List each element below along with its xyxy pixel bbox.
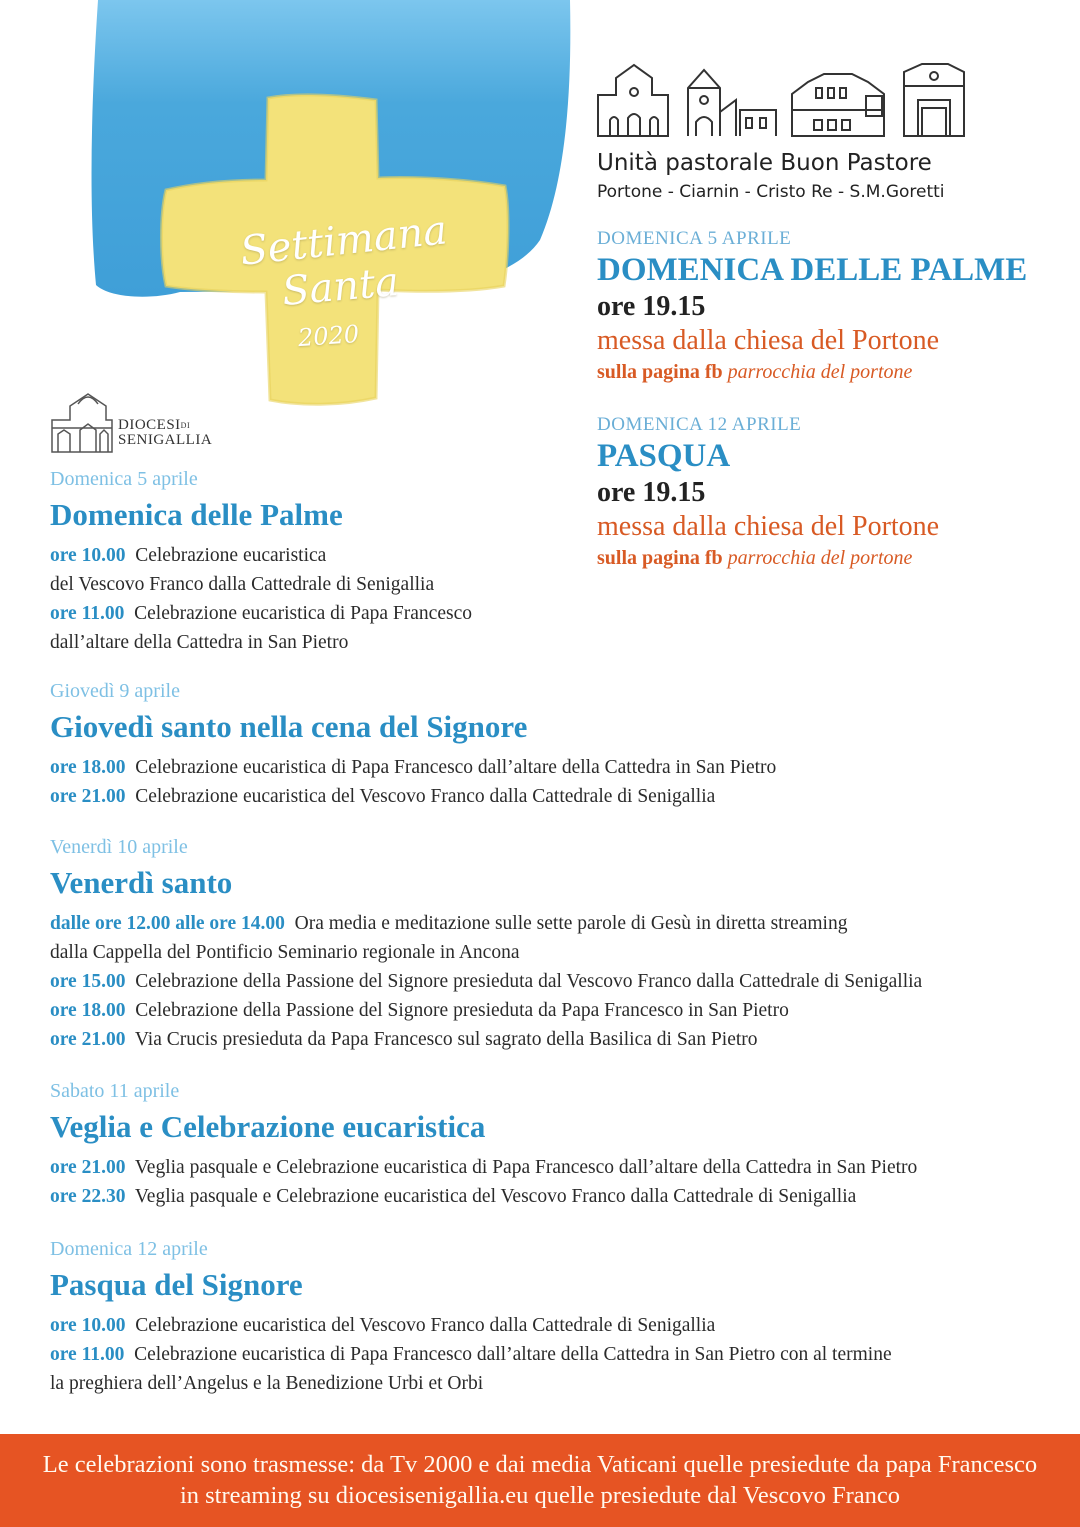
section-title: Veglia e Celebrazione eucaristica [50,1109,486,1144]
section-palme [50,468,1050,657]
section-giovedi [50,680,1050,811]
event-time: ore 21.00 [50,1029,126,1050]
hero-artwork [0,0,580,420]
event-text-cont: del Vescovo Franco dalla Cattedrale di Senigallia [50,574,435,595]
right-fb-info [597,361,1027,384]
section-title: Domenica delle Palme [50,497,343,532]
section-day: Sabato 11 aprile [50,1080,180,1102]
right-mass-info: messa dalla chiesa del Portone [597,511,940,542]
fb-prefix: sulla pagina fb [597,361,723,383]
event-text-cont: dall’altare della Cattedra in San Pietro [50,632,349,653]
event-time: ore 15.00 [50,971,126,992]
event-time: ore 10.00 [50,545,126,566]
event-text: Celebrazione della Passione del Signore presieduta dal Vescovo Franco dalla Cattedrale di Senigallia [135,971,923,992]
event-text: Celebrazione eucaristica di Papa Francesco dall’altare della Cattedra in San Pietro [135,757,777,778]
fb-page: parrocchia del portone [727,547,913,569]
event-row [50,1182,1050,1211]
event-row [50,541,1050,599]
event-text: Ora media e meditazione sulle sette parole di Gesù in diretta streaming [294,913,848,934]
section-day: Domenica 5 aprile [50,468,198,490]
event-row [50,967,1050,996]
broadcast-footer [0,1434,1080,1527]
diocese-name [118,418,212,448]
section-sabato [50,1080,1050,1211]
event-time: ore 11.00 [50,603,125,624]
event-row [50,909,1050,967]
right-time: ore 19.15 [597,291,706,322]
fb-page: parrocchia del portone [727,361,913,383]
event-row [50,599,1050,657]
section-day: Domenica 12 aprile [50,1238,208,1260]
event-text-cont: la preghiera dell’Angelus e la Benedizione Urbi et Orbi [50,1373,484,1394]
event-text: Celebrazione eucaristica del Vescovo Franco dalla Cattedrale di Senigallia [135,1315,716,1336]
right-date: DOMENICA 5 APRILE [597,228,792,249]
right-block-palme [597,228,1027,384]
event-time: ore 10.00 [50,1315,126,1336]
event-text: Via Crucis presieduta da Papa Francesco sul sagrato della Basilica di San Pietro [134,1029,758,1050]
event-time: ore 21.00 [50,1157,126,1178]
section-title: Venerdì santo [50,865,233,900]
footer-line2: in streaming su diocesisenigallia.eu quelle presiedute dal Vescovo Franco [179,1482,901,1509]
section-venerdi [50,836,1050,1054]
right-feast-name: DOMENICA DELLE PALME [597,252,1028,288]
right-time: ore 19.15 [597,477,706,508]
right-feast-name: PASQUA [597,438,731,474]
section-title: Giovedì santo nella cena del Signore [50,709,528,744]
event-time: dalle ore 12.00 alle ore 14.00 [50,913,285,934]
churches-logo [596,60,968,140]
hero-title-line2: Santa [280,258,401,316]
hero-title-line1: Settimana [238,207,450,275]
section-title: Pasqua del Signore [50,1267,303,1302]
unita-pastorale-title: Unità pastorale Buon Pastore [597,150,932,176]
section-day: Giovedì 9 aprile [50,680,180,702]
hero-year: 2020 [297,319,360,353]
event-row [50,1153,1050,1182]
event-row [50,1311,1050,1340]
event-text: Celebrazione eucaristica di Papa Francesco [134,603,472,624]
diocese-line2: SENIGALLIA [118,432,213,449]
event-text: Veglia pasquale e Celebrazione eucaristica del Vescovo Franco dalla Cattedrale di Senigallia [134,1186,857,1207]
diocese-line1: DIOCESI [118,417,181,433]
diocese-di: DI [180,421,191,431]
event-time: ore 22.30 [50,1186,126,1207]
event-row [50,996,1050,1025]
right-date: DOMENICA 12 APRILE [597,414,802,435]
event-time: ore 18.00 [50,1000,126,1021]
event-time: ore 21.00 [50,786,126,807]
event-text: Celebrazione eucaristica del Vescovo Franco dalla Cattedrale di Senigallia [135,786,716,807]
event-time: ore 18.00 [50,757,126,778]
event-time: ore 11.00 [50,1344,125,1365]
fb-prefix: sulla pagina fb [597,547,723,569]
event-text: Celebrazione della Passione del Signore presieduta da Papa Francesco in San Pietro [135,1000,789,1021]
unita-parishes: Portone - Ciarnin - Cristo Re - S.M.Goretti [597,182,945,202]
event-text: Veglia pasquale e Celebrazione eucaristica di Papa Francesco dall’altare della Cattedra in San Pietro [134,1157,918,1178]
event-row [50,1025,1050,1054]
event-text: Celebrazione eucaristica di Papa Francesco dall’altare della Cattedra in San Pietro con al termine [134,1344,892,1365]
section-day: Venerdì 10 aprile [50,836,188,858]
event-row [50,782,1050,811]
event-row [50,753,1050,782]
event-text-cont: dalla Cappella del Pontificio Seminario regionale in Ancona [50,942,520,963]
event-row [50,1340,1050,1398]
footer-line1: Le celebrazioni sono trasmesse: da Tv 2000 e dai media Vaticani quelle presiedute da papa Francesco [42,1451,1038,1478]
event-text: Celebrazione eucaristica [135,545,327,566]
section-pasqua [50,1238,1050,1398]
right-mass-info: messa dalla chiesa del Portone [597,325,940,356]
